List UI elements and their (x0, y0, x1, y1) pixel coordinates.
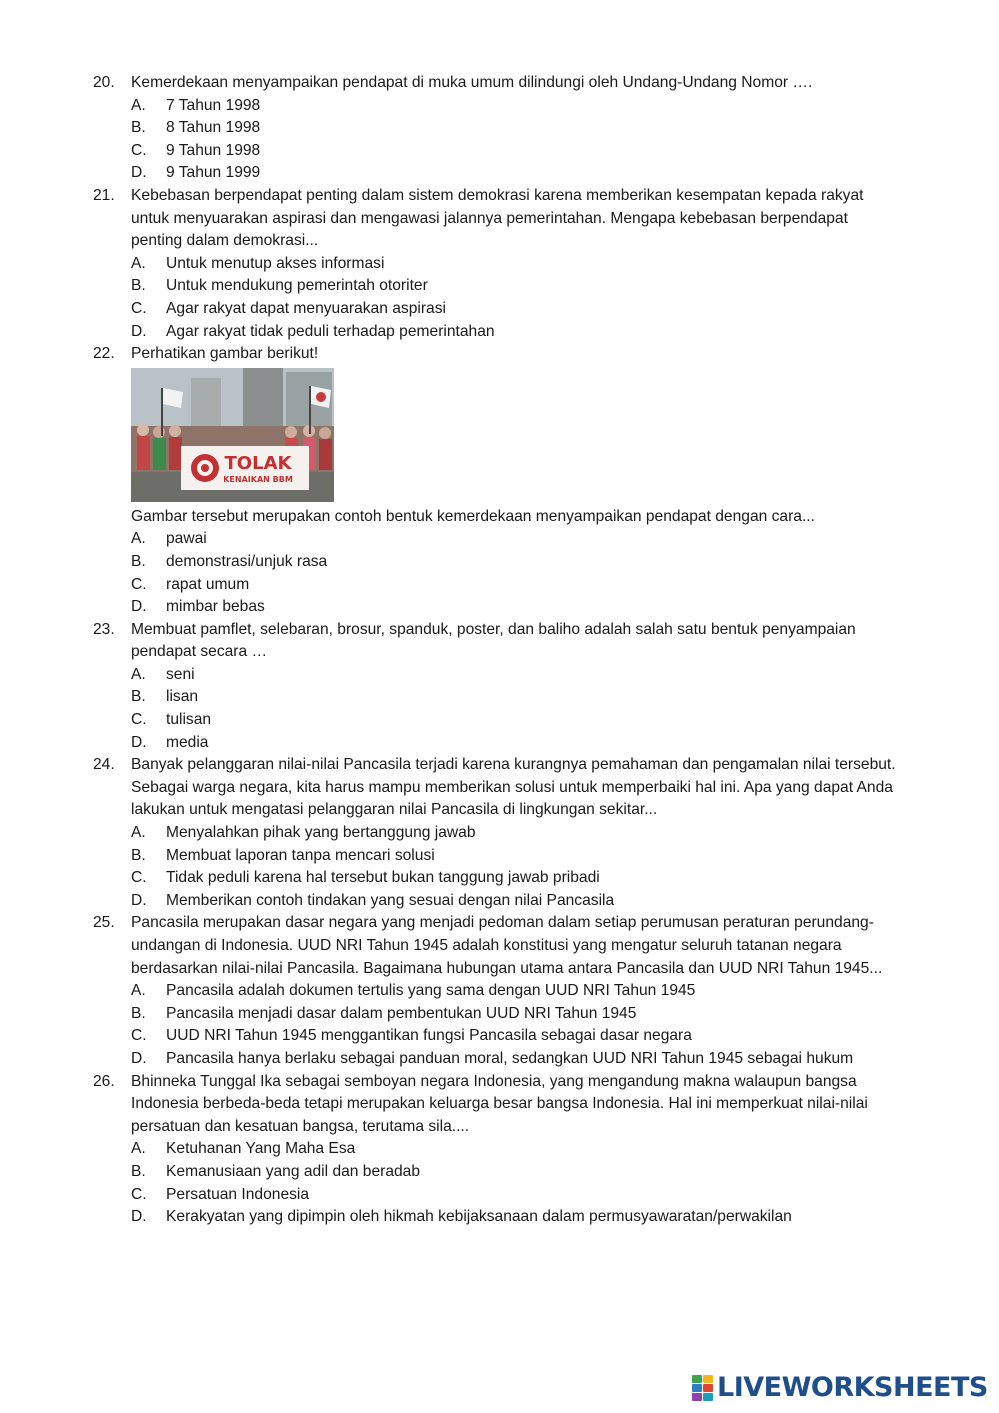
option-text: Tidak peduli karena hal tersebut bukan tanggung jawab pribadi (166, 869, 600, 887)
option-text: lisan (166, 688, 199, 706)
option-text: demonstrasi/unjuk rasa (166, 552, 328, 570)
option-text: Memberikan contoh tindakan yang sesuai dengan nilai Pancasila (166, 891, 615, 909)
question-number: 26. (93, 1072, 115, 1090)
option-text: 8 Tahun 1998 (166, 119, 261, 137)
option-text: Pancasila hanya berlaku sebagai panduan moral, sedangkan UUD NRI Tahun 1945 sebagai hukum (166, 1049, 854, 1067)
question-26 (93, 1071, 901, 1229)
question-text-continued: Gambar tersebut merupakan contoh bentuk kemerdekaan menyampaikan pendapat dengan cara... (131, 507, 815, 525)
banner-text-main: TOLAK (224, 452, 292, 474)
banner-text-sub: KENAIKAN BBM (223, 474, 293, 484)
option-text: Pancasila menjadi dasar dalam pembentukan UUD NRI Tahun 1945 (166, 1004, 637, 1022)
option-text: mimbar bebas (166, 598, 265, 616)
option-text: Untuk menutup akses informasi (166, 254, 385, 272)
option-c[interactable] (131, 140, 901, 163)
question-number: 25. (93, 914, 115, 932)
option-text: pawai (166, 530, 207, 548)
option-letter: B. (131, 846, 146, 864)
question-22 (93, 343, 901, 619)
question-text: Kemerdekaan menyampaikan pendapat di muka umum dilindungi oleh Undang-Undang Nomor …. (131, 74, 813, 91)
question-21 (93, 185, 901, 343)
option-c[interactable] (131, 1025, 901, 1048)
options-list (131, 1138, 901, 1228)
option-a[interactable] (131, 253, 901, 276)
options-list (131, 822, 901, 912)
option-c[interactable] (131, 1184, 901, 1207)
option-b[interactable] (131, 686, 901, 709)
option-a[interactable] (131, 95, 901, 118)
option-c[interactable] (131, 867, 901, 890)
option-text: Pancasila adalah dokumen tertulis yang sama dengan UUD NRI Tahun 1945 (166, 982, 696, 1000)
option-d[interactable] (131, 732, 901, 755)
option-text: rapat umum (166, 575, 250, 593)
option-c[interactable] (131, 709, 901, 732)
option-text: Agar rakyat dapat menyuarakan aspirasi (166, 299, 446, 317)
option-a[interactable] (131, 664, 901, 687)
option-a[interactable] (131, 528, 901, 551)
option-text: Membuat laporan tanpa mencari solusi (166, 846, 435, 864)
option-letter: D. (131, 1049, 147, 1067)
option-c[interactable] (131, 298, 901, 321)
option-letter: B. (131, 552, 146, 570)
option-d[interactable] (131, 162, 901, 185)
question-text: Membuat pamflet, selebaran, brosur, spanduk, poster, dan baliho adalah salah satu bentuk penyampaian pendapat secara … (131, 620, 861, 661)
option-letter: A. (131, 254, 146, 272)
protest-photo (131, 368, 334, 502)
option-text: 9 Tahun 1999 (166, 164, 261, 182)
option-letter: A. (131, 982, 146, 1000)
option-letter: A. (131, 665, 146, 683)
option-text: Kerakyatan yang dipimpin oleh hikmah kebijaksanaan dalam permusyawaratan/perwakilan (166, 1208, 792, 1226)
question-23 (93, 619, 901, 755)
question-number: 20. (93, 74, 115, 91)
option-letter: C. (131, 1185, 147, 1203)
option-letter: B. (131, 1004, 146, 1022)
option-d[interactable] (131, 596, 901, 619)
option-letter: C. (131, 575, 147, 593)
options-list (131, 980, 901, 1070)
option-text: 7 Tahun 1998 (166, 96, 261, 114)
option-d[interactable] (131, 890, 901, 913)
liveworksheets-wordmark: LIVEWORKSHEETS (717, 1372, 988, 1403)
option-b[interactable] (131, 845, 901, 868)
option-letter: C. (131, 1027, 147, 1045)
option-letter: A. (131, 530, 146, 548)
question-20 (93, 72, 901, 185)
option-text: Persatuan Indonesia (166, 1185, 310, 1203)
option-a[interactable] (131, 822, 901, 845)
option-text: Menyalahkan pihak yang bertanggung jawab (166, 824, 476, 842)
question-number: 22. (93, 345, 115, 363)
option-letter: D. (131, 164, 147, 182)
options-list (131, 253, 901, 343)
option-d[interactable] (131, 321, 901, 344)
option-letter: A. (131, 824, 146, 842)
option-text: media (166, 733, 209, 751)
question-number: 23. (93, 620, 115, 638)
option-d[interactable] (131, 1048, 901, 1071)
question-text: Pancasila merupakan dasar negara yang menjadi pedoman dalam setiap perumusan peraturan perundang-undangan di Indonesia. UUD NRI Tahun 1945 adalah konstitusi yang mengatur seluruh tatanan negara berdasarkan nilai-nilai Pancasila. Bagaimana hubungan utama antara Pancasila dan UUD NRI Tahun 1945... (131, 914, 883, 977)
question-number: 24. (93, 756, 115, 774)
options-list (131, 664, 901, 754)
option-text: UUD NRI Tahun 1945 menggantikan fungsi Pancasila sebagai dasar negara (166, 1027, 692, 1045)
question-text: Banyak pelanggaran nilai-nilai Pancasila terjadi karena kurangnya pemahaman dan pengamalan nilai tersebut. Sebagai warga negara, kita harus mampu memberikan solusi untuk memperbaiki hal ini. Apa yang dapat Anda lakukan untuk mengatasi pelanggaran nilai Pancasila di lingkungan sekitar... (131, 756, 900, 819)
liveworksheets-logo[interactable] (692, 1373, 988, 1403)
options-list (131, 528, 901, 618)
question-24 (93, 754, 901, 912)
worksheet-page (0, 72, 999, 1229)
option-b[interactable] (131, 1161, 901, 1184)
option-letter: C. (131, 299, 147, 317)
option-letter: C. (131, 711, 147, 729)
option-b[interactable] (131, 275, 901, 298)
option-letter: C. (131, 141, 147, 159)
option-letter: B. (131, 1162, 146, 1180)
option-a[interactable] (131, 980, 901, 1003)
option-letter: B. (131, 119, 146, 137)
liveworksheets-icon (692, 1375, 714, 1401)
option-letter: D. (131, 733, 147, 751)
options-list (131, 95, 901, 185)
option-text: tulisan (166, 711, 212, 729)
option-letter: C. (131, 869, 147, 887)
question-text: Perhatikan gambar berikut! (131, 345, 319, 363)
option-letter: B. (131, 277, 146, 295)
option-b[interactable] (131, 1003, 901, 1026)
option-letter: A. (131, 96, 146, 114)
option-text: seni (166, 665, 195, 683)
option-a[interactable] (131, 1138, 901, 1161)
question-text: Kebebasan berpendapat penting dalam sistem demokrasi karena memberikan kesempatan kepada rakyat untuk menyuarakan aspirasi dan mengawasi jalannya pemerintahan. Mengapa kebebasan berpendapat penting dalam demokrasi... (131, 186, 868, 250)
option-text: 9 Tahun 1998 (166, 141, 261, 159)
option-text: Agar rakyat tidak peduli terhadap pemerintahan (166, 322, 495, 340)
question-number: 21. (93, 186, 115, 204)
option-text: Ketuhanan Yang Maha Esa (166, 1140, 356, 1158)
option-c[interactable] (131, 574, 901, 597)
option-letter: D. (131, 1208, 147, 1226)
option-b[interactable] (131, 551, 901, 574)
option-letter: D. (131, 891, 147, 909)
option-text: Kemanusiaan yang adil dan beradab (166, 1162, 421, 1180)
option-text: Untuk mendukung pemerintah otoriter (166, 277, 428, 295)
question-text: Bhinneka Tunggal Ika sebagai semboyan negara Indonesia, yang mengandung makna walaupun bangsa Indonesia berbeda-beda tetapi merupakan keluarga besar bangsa Indonesia. Hal ini memperkuat nilai-nilai persatuan dan kesatuan bangsa, terutama sila.... (131, 1072, 873, 1135)
question-25 (93, 912, 901, 1070)
option-letter: B. (131, 688, 146, 706)
option-letter: D. (131, 322, 147, 340)
option-letter: D. (131, 598, 147, 616)
option-letter: A. (131, 1140, 146, 1158)
option-b[interactable] (131, 117, 901, 140)
option-d[interactable] (131, 1206, 901, 1229)
